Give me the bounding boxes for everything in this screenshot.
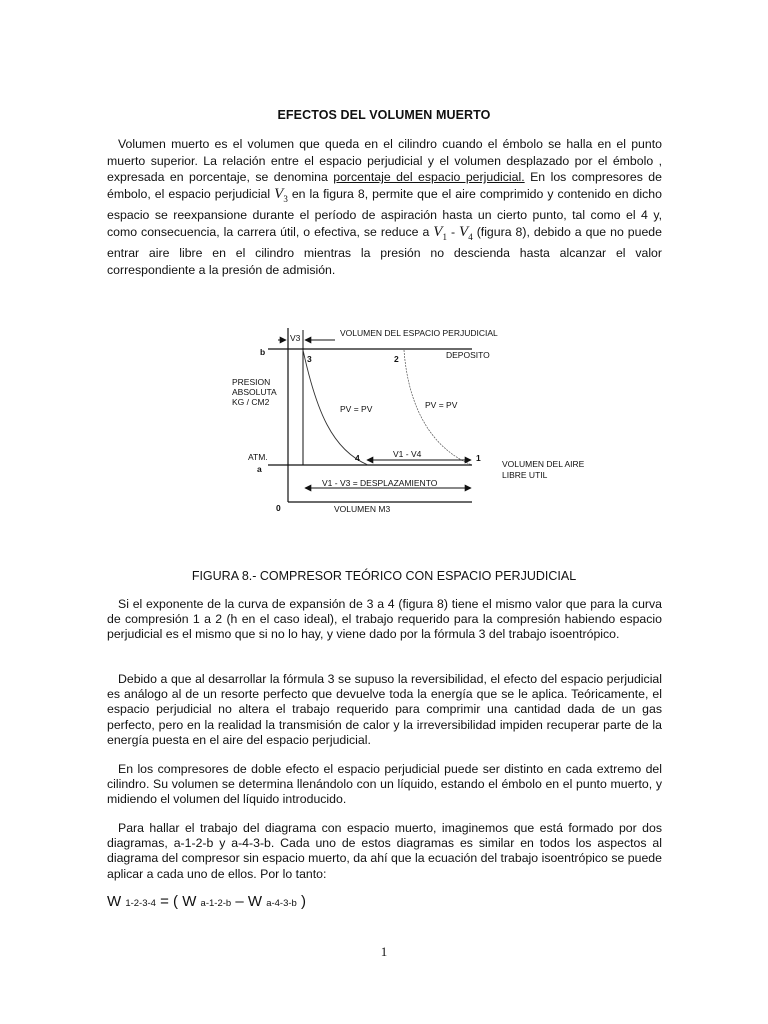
paragraph-double-acting: En los compresores de doble efecto el espacio perjudicial puede ser distinto en cada extremo del cilindro. Su volumen se determina llenándolo con un líquido, estando el émbolo en el punto muerto, y midiendo el volumen del líquido introducido. (107, 762, 662, 807)
label-deposito: DEPOSITO (446, 350, 490, 360)
label-b: b (260, 347, 266, 357)
figure-caption: FIGURA 8.- COMPRESOR TEÓRICO CON ESPACIO PERJUDICIAL (191, 569, 577, 583)
label-origin: 0 (276, 503, 281, 513)
label-x-axis: VOLUMEN M3 (334, 504, 391, 514)
label-point-2: 2 (394, 354, 399, 364)
label-point-4: 4 (355, 453, 360, 463)
p1-text-d: (figura 8), debido a que no puede entrar aire libre en el cilindro mientras la presión no descienda hasta alcanzar el valor correspondiente a la presión de admisión. (107, 224, 662, 277)
label-point-3: 3 (307, 354, 312, 364)
paragraph-reversibility: Debido a que al desarrollar la fórmula 3 se supuso la reversibilidad, el efecto del espacio perjudicial es análogo al de un resorte perfecto que devuelve toda la energía que se le aplica. Teóricamente, el espacio perjudicial no altera el trabajo requerido para comprimir una cantidad dada de un gas perfecto, pero en la realidad la transmisión de calor y la irreversibilidad impiden recuperar parte de la energía puesta en el aire del espacio perjudicial. (107, 672, 662, 747)
p1-underlined-term: porcentaje del espacio perjudicial. (333, 170, 525, 184)
p1-text-c: en la figura 8, permite que el aire comprimido y contenido en dicho espacio se reexpansione durante el período de aspiración hasta un cierto punto, tal como el 4 y, como consecuencia, la carrera útil, o efectiva, se reduce a (107, 186, 662, 239)
label-v3: V3 (290, 333, 301, 343)
section-title: EFECTOS DEL VOLUMEN MUERTO (277, 108, 491, 122)
label-a: a (257, 464, 262, 474)
math-v4: $V_4$ (459, 223, 473, 242)
label-top: VOLUMEN DEL ESPACIO PERJUDICIAL (340, 328, 498, 338)
math-v3: $V_3$ (274, 185, 288, 204)
label-pressure-1: PRESION (232, 377, 271, 387)
label-v1-v4: V1 - V4 (393, 449, 422, 459)
label-free-air-1: VOLUMEN DEL AIRE (502, 459, 585, 469)
work-formula: W 1-2-3-4 = ( W a-1-2-b – W a-4-3-b ) (107, 893, 306, 910)
math-v1: $V_1$ (433, 223, 447, 242)
p1-text-a: Volumen muerto es el volumen que queda en el cilindro cuando el émbolo se halla en el punto muerto superior. La relación entre el espacio perjudicial y el volumen desplazado por el émbolo , expresada en porcentaje, se denomina (107, 137, 662, 184)
paragraph-exponent: Si el exponente de la curva de expansión de 3 a 4 (figura 8) tiene el mismo valor que para la curva de compresión 1 a 2 (h en el caso ideal), el trabajo requerido para la compresión habiendo espacio perjudicial es el mismo que si no lo hay, y viene dado por la fórmula 3 del trabajo isoentrópico. (107, 597, 662, 642)
page-number: 1 (380, 944, 388, 959)
label-free-air-2: LIBRE UTIL (502, 470, 548, 480)
label-pv-right: PV = PV (425, 400, 458, 410)
paragraph-work-diagram: Para hallar el trabajo del diagrama con espacio muerto, imaginemos que está formado por dos diagramas, a-1-2-b y a-4-3-b. Cada uno de estos diagramas es similar en todos los aspectos al diagrama del compresor sin espacio muerto, da ahí que la ecuación del trabajo isoentrópico se puede aplicar a cada uno de ellos. Por lo tanto: (107, 821, 662, 881)
p1-text-b: En los compresores de émbolo, el espacio perjudicial (107, 170, 662, 201)
label-point-1: 1 (476, 453, 481, 463)
label-pv-left: PV = PV (340, 404, 373, 414)
label-displacement: V1 - V3 = DESPLAZAMIENTO (322, 478, 438, 488)
p1-dash: - (446, 224, 460, 239)
label-pressure-3: KG / CM2 (232, 397, 270, 407)
label-atm: ATM. (248, 452, 268, 462)
label-pressure-2: ABSOLUTA (232, 387, 277, 397)
